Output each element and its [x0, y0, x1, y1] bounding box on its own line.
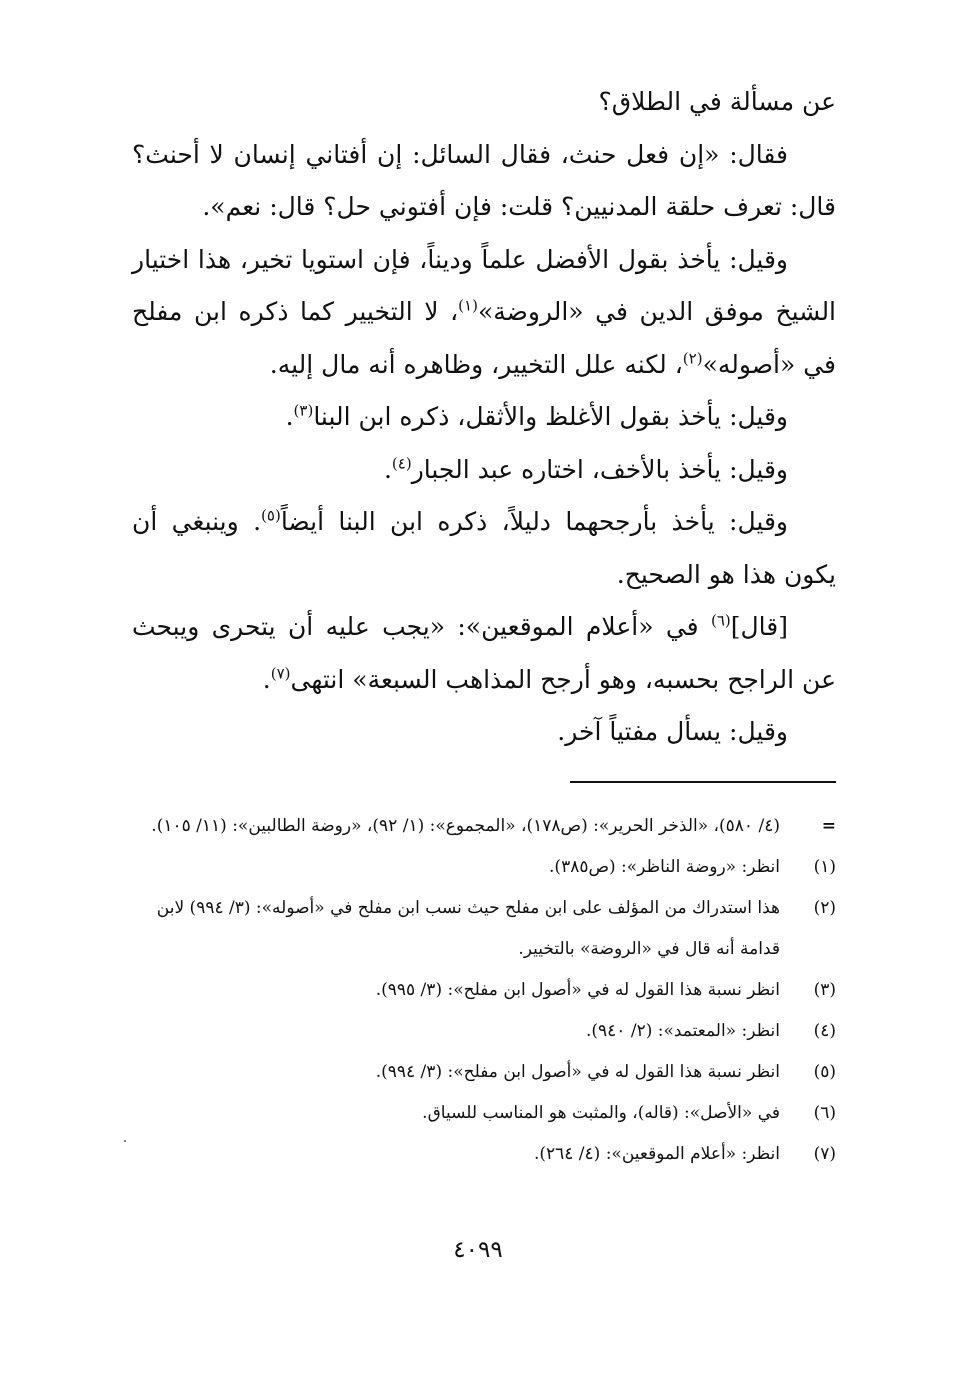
- footnote-number: (٧): [813, 1144, 836, 1164]
- footnote-text: انظر نسبة هذا القول له في «أصول ابن مفلح»: (٣/ ٩٩٤).: [375, 1062, 780, 1082]
- footnote-number: (٥): [813, 1062, 836, 1082]
- footnote-7: [130, 1134, 836, 1175]
- footnote-3: [130, 970, 836, 1011]
- scan-speck: [124, 1140, 126, 1142]
- paragraph: [132, 706, 836, 759]
- footnote-2: [130, 888, 836, 970]
- footnote-6: [130, 1093, 836, 1134]
- footnote-text: هذا استدراك من المؤلف على ابن مفلح حيث نسب ابن مفلح في «أصوله»: (٣/ ٩٩٤) لابن قدامة أنه قال في «الروضة» بالتخيير.: [156, 898, 780, 959]
- text-run: [قال]: [730, 612, 788, 641]
- main-text-body: [132, 76, 836, 759]
- text-run: وقيل: يأخذ بقول الأفضل علماً وديناً، فإن استويا تخير، هذا اختيار الشيخ موفق الدين في «الروضة»: [132, 244, 837, 326]
- paragraph: [132, 391, 836, 444]
- paragraph: [132, 129, 836, 234]
- footnotes-section: [130, 806, 836, 1175]
- footnote-marker: =: [821, 816, 836, 836]
- footnote-1: [130, 847, 836, 888]
- paragraph: [132, 444, 836, 497]
- footnote-5: [130, 1052, 836, 1093]
- text-run: ، لكنه علل التخيير، وظاهره أنه مال إليه.: [269, 349, 683, 379]
- footnote-number: (٤): [813, 1021, 836, 1041]
- footnote-4: [130, 1011, 836, 1052]
- text-run: في «أعلام الموقعين»: «يجب عليه أن يتحرى ويبحث عن الراجح بحسبه، وهو أرجح المذاهب السبعة» انتهى: [132, 612, 836, 694]
- text-run: .: [262, 664, 271, 694]
- text-run: .: [383, 454, 392, 484]
- footnote-number: (١): [813, 857, 836, 877]
- footnote-reference: (٥): [261, 506, 281, 525]
- footnote-reference: (٧): [270, 664, 291, 683]
- text-run: وقيل: يسأل مفتياً آخر.: [557, 717, 788, 746]
- footnote-text: (٤/ ٥٨٠)، «الذخر الحرير»: (ص١٧٨)، «المجموع»: (١/ ٩٢)، «روضة الطالبين»: (١١/ ١٠٥).: [151, 816, 780, 836]
- text-run: .: [285, 402, 294, 431]
- text-run: . وينبغي أن يكون هذا هو الصحيح.: [132, 507, 836, 589]
- footnote-reference: (٤): [391, 454, 412, 473]
- text-run: وقيل: يأخذ بقول الأغلظ والأثقل، ذكره ابن البنا: [313, 402, 788, 431]
- footnote-continuation: [130, 806, 836, 847]
- footnote-text: انظر: «المعتمد»: (٢/ ٩٤٠).: [585, 1021, 780, 1041]
- footnote-number: (٣): [813, 980, 836, 1000]
- footnote-reference: (١): [458, 296, 478, 315]
- footnote-reference: (٣): [293, 401, 314, 420]
- footnote-text: انظر: «روضة الناظر»: (ص٣٨٥).: [549, 857, 780, 877]
- footnote-text: انظر: «أعلام الموقعين»: (٤/ ٢٦٤).: [533, 1144, 780, 1164]
- footnote-reference: (٦): [710, 611, 731, 630]
- footnote-text: انظر نسبة هذا القول له في «أصول ابن مفلح»: (٣/ ٩٩٥).: [375, 980, 780, 1000]
- text-run: عن مسألة في الطلاق؟: [598, 87, 836, 116]
- text-run: وقيل: يأخذ بالأخف، اختاره عبد الجبار: [411, 454, 788, 484]
- footnote-separator: [570, 781, 836, 783]
- footnote-number: (٦): [813, 1103, 836, 1123]
- footnote-number: (٢): [813, 898, 836, 918]
- text-run: ، لا التخيير كما ذكره ابن مفلح في «أصوله»: [132, 297, 836, 379]
- footnote-reference: (٢): [682, 349, 703, 368]
- page-number: ٤٠٩٩: [453, 1237, 503, 1263]
- paragraph: [132, 76, 836, 129]
- paragraph: [132, 496, 836, 601]
- paragraph: [132, 234, 836, 392]
- paragraph: [132, 601, 836, 706]
- footnote-text: في «الأصل»: (قاله)، والمثبت هو المناسب للسياق.: [422, 1103, 780, 1123]
- text-run: وقيل: يأخذ بأرجحهما دليلاً، ذكره ابن البنا أيضاً: [280, 507, 788, 536]
- text-run: فقال: «إن فعل حنث، فقال السائل: إن أفتاني إنسان لا أحنث؟ قال: تعرف حلقة المدنيين؟ قلت: فإن أفتوني حل؟ قال: نعم».: [132, 139, 836, 221]
